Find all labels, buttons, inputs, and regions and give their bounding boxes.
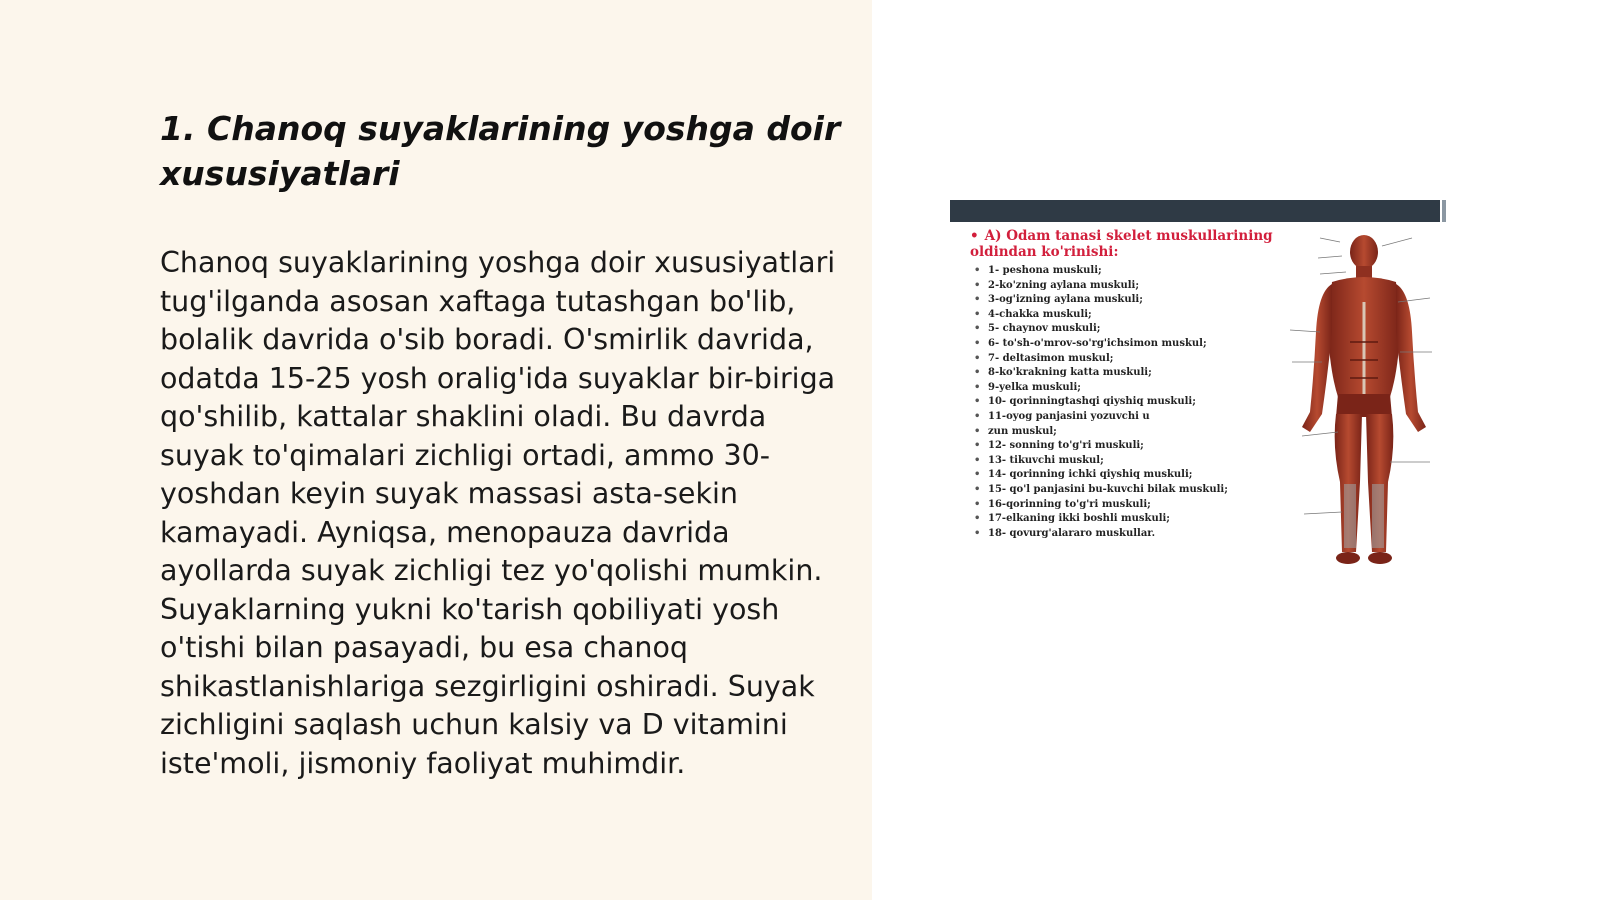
bullet-icon: • bbox=[970, 228, 979, 244]
muscle-list-item: • 10- qorinningtashqi qiyshiq muskuli; bbox=[974, 395, 1274, 410]
muscle-list-item: • 15- qo'l panjasini bu-kuvchi bilak muskuli; bbox=[974, 483, 1274, 498]
muscle-list-item: • 6- to'sh-o'mrov-so'rg'ichsimon muskul; bbox=[974, 337, 1274, 352]
anatomy-slide-image bbox=[950, 200, 1448, 580]
muscle-list-item: • 12- sonning to'g'ri muskuli; bbox=[974, 439, 1274, 454]
muscle-list-item: • 9-yelka muskuli; bbox=[974, 381, 1274, 396]
embedded-heading-text: A) Odam tanasi skelet muskullarining oldindan ko'rinishi: bbox=[970, 228, 1273, 260]
muscle-list-item: • 13- tikuvchi muskul; bbox=[974, 454, 1274, 469]
muscle-list-item: • 14- qorinning ichki qiyshiq muskuli; bbox=[974, 468, 1274, 483]
muscle-list-item: • 3-og'izning aylana muskuli; bbox=[974, 293, 1274, 308]
slide-body-text: Chanoq suyaklarining yoshga doir xususiyatlari tug'ilganda asosan xaftaga tutashgan bo'lib, bolalik davrida o'sib boradi. O'smirlik davrida, odatda 15-25 yosh oralig'ida suyaklar bir-biriga qo'shilib, kattalar shaklini oladi. Bu davrda suyak to'qimalari zichligi ortadi, ammo 30-yoshdan keyin suyak massasi asta-sekin kamayadi. Ayniqsa, menopauza davrida ayollarda suyak zichligi tez yo'qolishi mumkin. Suyaklarning yukni ko'tarish qobiliyati yosh o'tishi bilan pasayadi, bu esa chanoq shikastlanishlariga sezgirligini oshiradi. Suyak zichligini saqlash uchun kalsiy va D vitamini iste'moli, jismoniy faoliyat muhimdir. bbox=[160, 246, 836, 780]
muscle-list-item: • 2-ko'zning aylana muskuli; bbox=[974, 279, 1274, 294]
muscle-list-item: • 4-chakka muskuli; bbox=[974, 308, 1274, 323]
muscle-list-item: • 16-qorinning to'g'ri muskuli; bbox=[974, 498, 1274, 513]
muscle-list-item: • 17-elkaning ikki boshli muskuli; bbox=[974, 512, 1274, 527]
embedded-slide-heading bbox=[970, 228, 1300, 260]
muscle-list-item: • zun muskul; bbox=[974, 425, 1274, 440]
embedded-slide-topbar bbox=[950, 200, 1440, 222]
muscle-list-item: • 18- qovurg'alararo muskullar. bbox=[974, 527, 1274, 542]
muscle-list-item: • 8-ko'krakning katta muskuli; bbox=[974, 366, 1274, 381]
muscle-list-item: • 5- chaynov muskuli; bbox=[974, 322, 1274, 337]
human-muscle-anatomy-figure-icon bbox=[1280, 222, 1448, 580]
muscle-list bbox=[974, 264, 1274, 541]
slide-title: 1. Chanoq suyaklarining yoshga doir xususiyatlari bbox=[160, 109, 841, 193]
muscle-list-item: • 7- deltasimon muskul; bbox=[974, 352, 1274, 367]
muscle-list-item: • 11-oyog panjasini yozuvchi u bbox=[974, 410, 1274, 425]
muscle-list-item: • 1- peshona muskuli; bbox=[974, 264, 1274, 279]
embedded-slide-topbar-edge bbox=[1442, 200, 1446, 222]
